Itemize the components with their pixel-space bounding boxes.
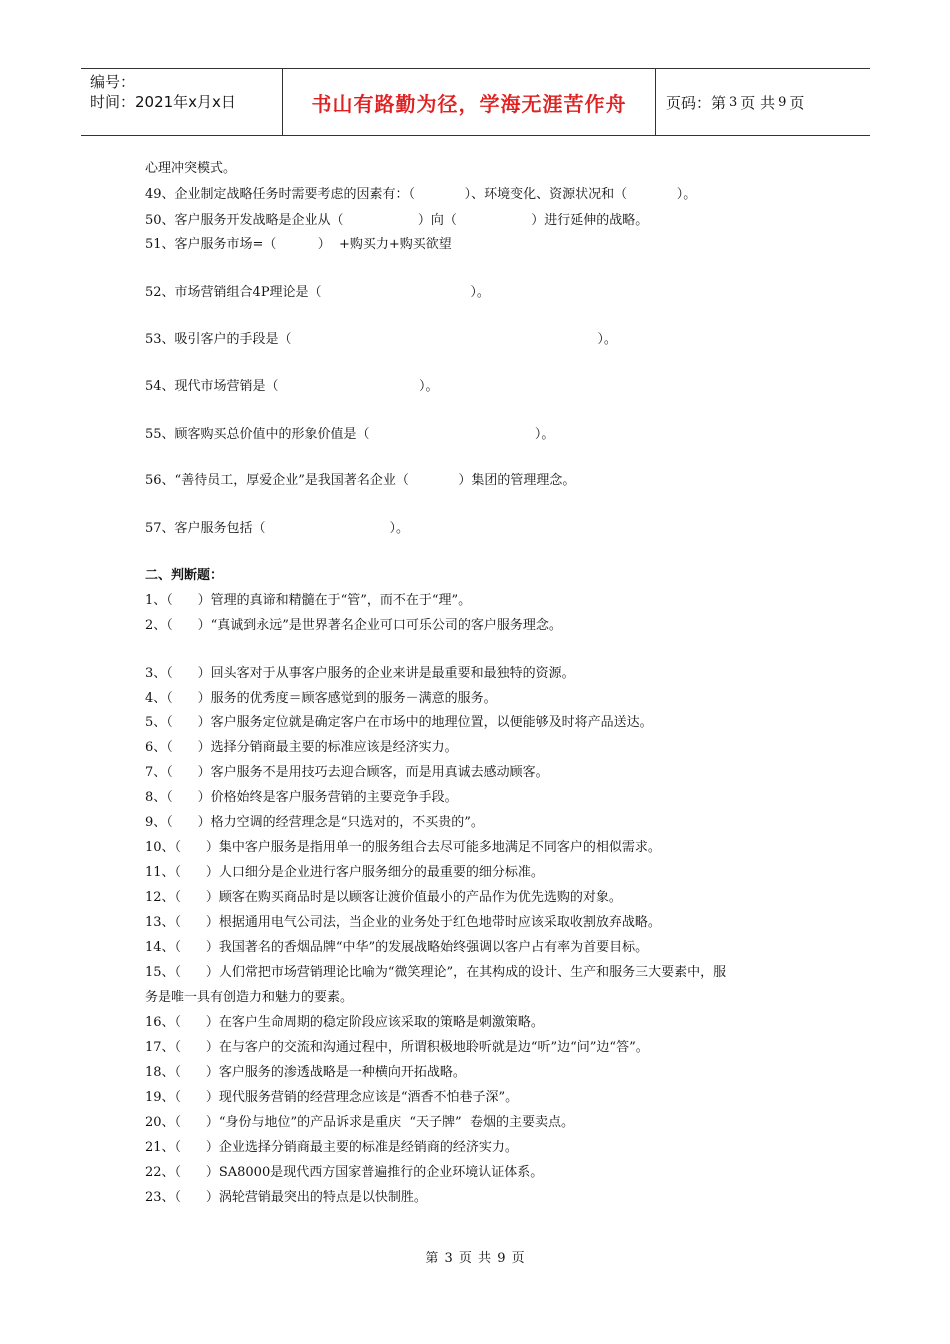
judge-10: 10、（ ）集中客户服务是指用单一的服务组合去尽可能多地满足不同客户的相似需求。 <box>145 840 661 855</box>
judge-22: 22、（ ）SA8000是现代西方国家普遍推行的企业环境认证体系。 <box>145 1165 544 1180</box>
judge-15-continued: 务是唯一具有创造力和魅力的要素。 <box>145 990 354 1005</box>
judge-9: 9、（ ）格力空调的经营理念是“只选对的，不买贵的”。 <box>145 815 484 830</box>
question-53: 53、吸引客户的手段是（ ）。 <box>145 332 617 347</box>
judge-14: 14、（ ）我国著名的香烟品牌“中华”的发展战略始终强调以客户占有率为首要目标。 <box>145 940 649 955</box>
judge-1: 1、（ ）管理的真谛和精髓在于“管”，而不在于“理”。 <box>145 593 472 608</box>
judge-5: 5、（ ）客户服务定位就是确定客户在市场中的地理位置，以便能够及时将产品送达。 <box>145 715 653 730</box>
page-header <box>81 68 870 136</box>
judge-3: 3、（ ）回头客对于从事客户服务的企业来讲是最重要和最独特的资源。 <box>145 666 575 681</box>
judge-13: 13、（ ）根据通用电气公司法，当企业的业务处于红色地带时应该采取收割放弃战略。 <box>145 915 661 930</box>
section-heading: 二、判断题： <box>145 568 224 583</box>
judge-21: 21、（ ）企业选择分销商最主要的标准是经销商的经济实力。 <box>145 1140 518 1155</box>
time-label: 时间：2021年x月x日 <box>90 93 236 111</box>
question-51: 51、客户服务市场=（ ） +购买力+购买欲望 <box>145 237 452 252</box>
question-55: 55、顾客购买总价值中的形象价值是（ ）。 <box>145 427 555 442</box>
judge-7: 7、（ ）客户服务不是用技巧去迎合顾客，而是用真诚去感动顾客。 <box>145 765 549 780</box>
judge-16: 16、（ ）在客户生命周期的稳定阶段应该采取的策略是刺激策略。 <box>145 1015 544 1030</box>
judge-4: 4、（ ）服务的优秀度＝顾客感觉到的服务－满意的服务。 <box>145 691 497 706</box>
question-50: 50、客户服务开发战略是企业从（ ）向（ ）进行延伸的战略。 <box>145 213 649 228</box>
page-prefix: 页码：第 <box>666 93 727 112</box>
page-total: 9 <box>778 94 787 110</box>
page-footer: 第 3 页 共 9 页 <box>425 1251 525 1266</box>
number-label: 编号： <box>90 73 136 91</box>
judge-12: 12、（ ）顾客在购买商品时是以顾客让渡价值最小的产品作为优先选购的对象。 <box>145 890 622 905</box>
question-49: 49、企业制定战略任务时需要考虑的因素有：（ ）、环境变化、资源状况和（ ）。 <box>145 187 697 202</box>
judge-6: 6、（ ）选择分销商最主要的标准应该是经济实力。 <box>145 740 458 755</box>
question-54: 54、现代市场营销是（ ）。 <box>145 379 439 394</box>
judge-2: 2、（ ）“真诚到永远”是世界著名企业可口可乐公司的客户服务理念。 <box>145 618 562 633</box>
header-motto: 书山有路勤为径，学海无涯苦作舟 <box>283 69 656 135</box>
header-meta <box>81 69 283 135</box>
judge-23: 23、（ ）涡轮营销最突出的特点是以快制胜。 <box>145 1190 427 1205</box>
question-56: 56、“善待员工，厚爱企业”是我国著名企业（ ）集团的管理理念。 <box>145 473 576 488</box>
text-line: 心理冲突模式。 <box>145 161 237 176</box>
header-page-info <box>656 69 870 135</box>
page-mid: 页 共 <box>740 93 776 112</box>
judge-15: 15、（ ）人们常把市场营销理论比喻为“微笑理论”，在其构成的设计、生产和服务三大要素中，服 <box>145 965 727 980</box>
question-52: 52、市场营销组合4P理论是（ ）。 <box>145 285 490 300</box>
judge-8: 8、（ ）价格始终是客户服务营销的主要竞争手段。 <box>145 790 458 805</box>
judge-18: 18、（ ）客户服务的渗透战略是一种横向开拓战略。 <box>145 1065 466 1080</box>
page-current: 3 <box>729 94 738 110</box>
judge-19: 19、（ ）现代服务营销的经营理念应该是“酒香不怕巷子深”。 <box>145 1090 519 1105</box>
page-suffix: 页 <box>789 93 805 112</box>
judge-20: 20、（ ）“身份与地位”的产品诉求是重庆 “天子牌” 卷烟的主要卖点。 <box>145 1115 574 1130</box>
question-57: 57、客户服务包括（ ）。 <box>145 521 410 536</box>
judge-17: 17、（ ）在与客户的交流和沟通过程中，所谓积极地聆听就是边“听”边“问”边“答”。 <box>145 1040 649 1055</box>
judge-11: 11、（ ）人口细分是企业进行客户服务细分的最重要的细分标准。 <box>145 865 544 880</box>
